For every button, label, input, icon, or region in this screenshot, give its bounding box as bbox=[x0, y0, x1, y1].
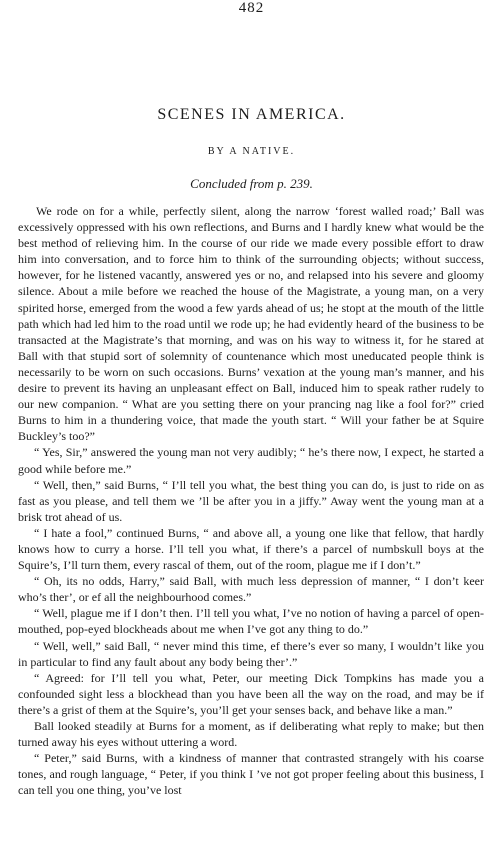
paragraph: “ Well, plague me if I don’t then. I’ll tell you what, I’ve no notion of having a parcel of open-mouthed, pop-eyed blockheads about me when I’ve got any thing to do.” bbox=[18, 606, 484, 637]
paragraph: “ I hate a fool,” continued Burns, “ and above all, a young one like that fellow, that hardly knows how to curry a horse. I’ll tell you what, if there’s a parcel of numbskull boys at the Squire’s, I’ll turn them, every rascal of them, out of the room, plague me if I don’t.” bbox=[18, 525, 484, 573]
paragraph: “ Well, well,” said Ball, “ never mind this time, ef there’s ever so many, I wouldn’t like you in particular to find any fault about any body being ther’.” bbox=[18, 638, 484, 669]
paragraph: “ Oh, its no odds, Harry,” said Ball, with much less depression of manner, “ I don’t keer who’s ther’, or ef all the neighbourhood comes.” bbox=[18, 574, 484, 605]
page-number: 482 bbox=[238, 0, 265, 16]
paragraph: “ Yes, Sir,” answered the young man not very audibly; “ he’s there now, I expect, he started a good while before me.” bbox=[18, 445, 484, 476]
concluded-note: Concluded from p. 239. bbox=[190, 176, 313, 191]
paragraph: “ Peter,” said Burns, with a kindness of manner that contrasted strangely with his coarse tones, and rough language, “ Peter, if you think I ’ve not got proper feeling about this business, I can tell you one thing, you’ve lost bbox=[18, 751, 484, 798]
paragraph: “ Agreed: for I’ll tell you what, Peter, our meeting Dick Tompkins has made you a confounded sight less a blockhead than you have been all the way on the road, and may be if there’s a grist of them at the Squire’s, you’ll get your senses back, and behave like a man.” bbox=[18, 670, 484, 717]
paragraph: Ball looked steadily at Burns for a moment, as if deliberating what reply to make; but then turned away his eyes without uttering a word. bbox=[18, 719, 484, 750]
article-byline: BY A NATIVE. bbox=[207, 146, 296, 157]
paragraph: We rode on for a while, perfectly silent, along the narrow ‘forest walled road;’ Ball was excessively oppressed with his own reflections, and Burns and I hardly knew what would be the best method of relieving him. In the course of our ride we made every possible effort to draw him into conversation, and to force him to think of the surrounding objects; without success, however, for he listened vacantly, answered yes or no, and relapsed into his severe and gloomy silence. About a mile before we reached the house of the Magistrate, a young man, on a very spirited horse, emerged from the wood a few yards ahead of us; he stopt at the mouth of the little path which had led him to the road until we rode up; he had evidently heard of the business to be transacted at the Magistrate’s that morning, and was on his way to witness it, for he stared at Ball with that stupid sort of solemnity of countenance which most uneducated people think is necessarily to be worn on such occasions. Burns’ vexation at the young man’s manner, and his desire to prevent its having an unpleasant effect on Ball, induced him to speak rather rudely to our new companion. “ What are you setting there on your prancing nag like a fool for?” cried Burns to him in a thundering voice, that made the youth start. “ Will your father be at Squire Buckley’s too?” bbox=[18, 204, 484, 444]
paragraph: “ Well, then,” said Burns, “ I’ll tell you what, the best thing you can do, is just to ride on as fast as you please, and tell them we ’ll be after you in a jiffy.” Away went the young man at a brisk trot ahead of us. bbox=[18, 477, 484, 524]
article-title: SCENES IN AMERICA. bbox=[157, 106, 346, 123]
article-body bbox=[18, 203, 484, 798]
